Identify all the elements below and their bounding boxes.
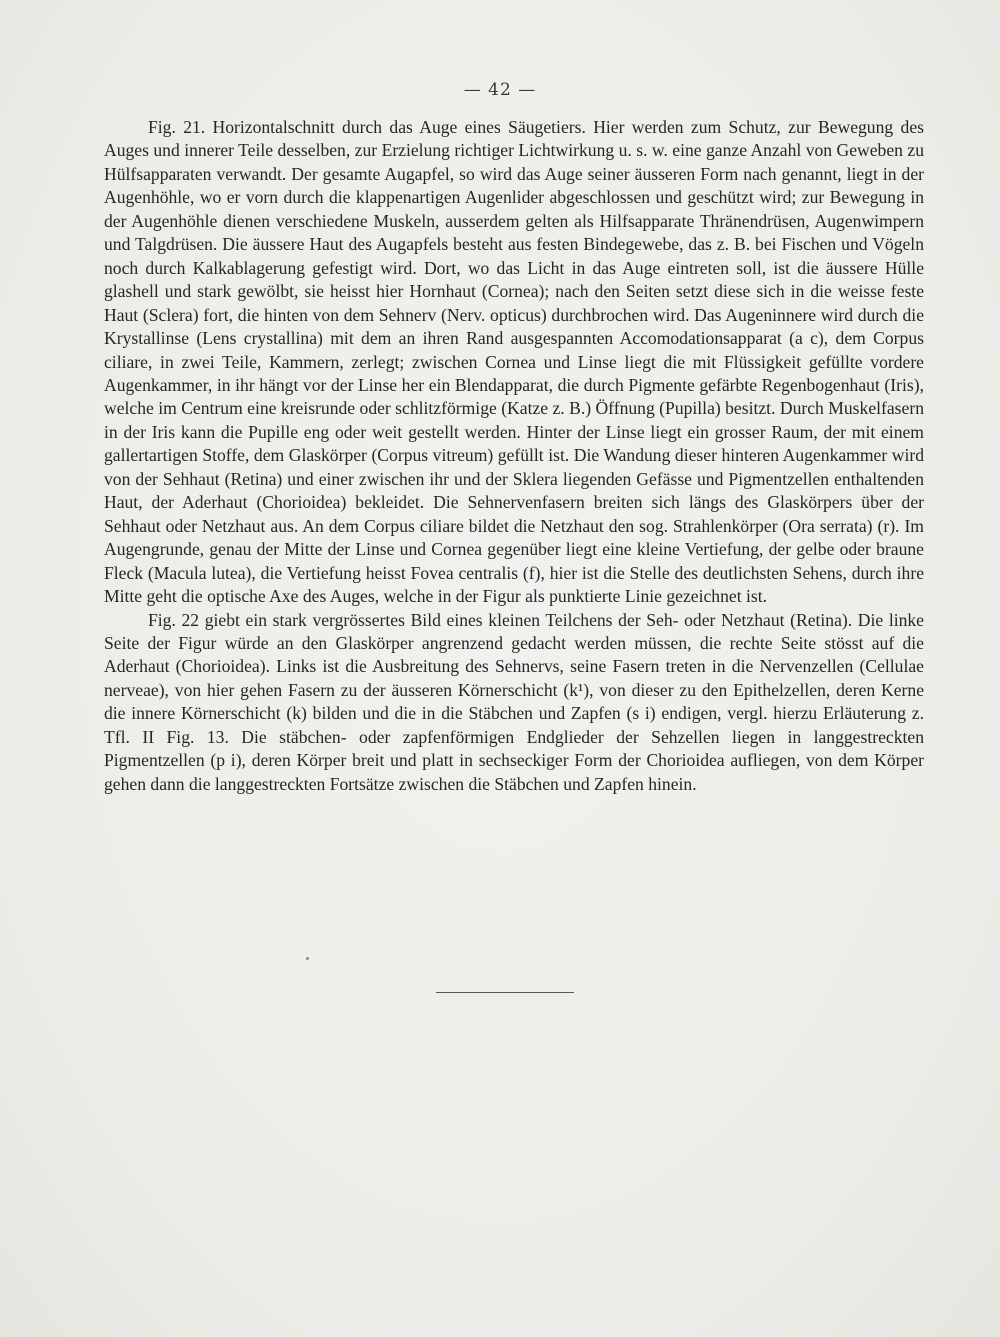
paragraph-fig-22: Fig. 22 giebt ein stark vergrössertes Bild eines kleinen Teilchens der Seh- oder Netzhaut (Retina). Die linke Seite der Figur würde an den Glaskörper angrenzend gedacht werden müssen, die rechte Seite stösst auf die Aderhaut (Chorioidea). Links ist die Ausbreitung des Sehnervs, seine Fasern treten in die Nervenzellen (Cellulae nerveae), von hier gehen Fasern zu der äusseren Körnerschicht (k¹), von dieser zu den Epithelzellen, deren Kerne die innere Körnerschicht (k) bilden und die in die Stäbchen und Zapfen (s i) endigen, vergl. hierzu Erläuterung z. Tfl. II Fig. 13. Die stäbchen- oder zapfenförmigen Endglieder der Sehzellen liegen in langgestreckten Pigmentzellen (p i), deren Körper breit und platt in sechseckiger Form der Chorioidea aufliegen, von dem Körper gehen dann die langgestreckten Fortsätze zwischen die Stäbchen und Zapfen hinein. (104, 609, 924, 794)
end-rule-divider (436, 992, 574, 993)
page-number: — 42 — (463, 80, 537, 100)
print-speck (306, 957, 309, 960)
paragraph-fig-21: Fig. 21. Horizontalschnitt durch das Auge eines Säugetiers. Hier werden zum Schutz, zur Bewegung des Auges und innerer Teile desselben, zur Erzielung richtiger Lichtwirkung u. s. w. eine ganze Anzahl von Geweben zu Hülfsapparaten verwandt. Der gesamte Augapfel, so wird das Auge seiner äusseren Form nach genannt, liegt in der Augenhöhle, wo er vorn durch die klappenartigen Augenlider abgeschlossen und geschützt wird; zur Bewegung in der Augenhöhle dienen verschiedene Muskeln, ausserdem gelten als Hilfsapparate Thränendrüsen, Augenwimpern und Talgdrüsen. Die äussere Haut des Augapfels besteht aus festen Bindegewebe, das z. B. bei Fischen und Vögeln noch durch Kalkablagerung gefestigt wird. Dort, wo das Licht in das Auge eintreten soll, ist die äussere Hülle glashell und stark gewölbt, sie heisst hier Hornhaut (Cornea); nach den Seiten setzt diese sich in die weisse feste Haut (Sclera) fort, die hinten von dem Sehnerv (Nerv. opticus) durchbrochen wird. Das Augeninnere wird durch die Krystallinse (Lens crystallina) mit dem an ihren Rand ausgespannten Accomodationsapparat (a c), dem Corpus ciliare, in zwei Teile, Kammern, zerlegt; zwischen Cornea und Linse liegt die mit Flüssigkeit gefüllte vordere Augenkammer, in ihr hängt vor der Linse her ein Blendapparat, die durch Pigmente gefärbte Regenbogenhaut (Iris), welche im Centrum eine kreisrunde oder schlitzförmige (Katze z. B.) Öffnung (Pupilla) besitzt. Durch Muskelfasern in der Iris kann die Pupille eng oder weit gestellt werden. Hinter der Linse liegt ein grosser Raum, der mit einem gallertartigen Stoffe, dem Glaskörper (Corpus vitreum) gefüllt ist. Die Wandung dieser hinteren Augenkammer wird von der Sehhaut (Retina) und einer zwischen ihr und der Sklera liegenden Gefässe und Pigmentzellen enthaltenden Haut, der Aderhaut (Chorioidea) bekleidet. Die Sehnervenfasern breiten sich längs des Glaskörpers über der Sehhaut oder Netzhaut aus. An dem Corpus ciliare bildet die Netzhaut den sog. Strahlenkörper (Ora serrata) (r). Im Augengrunde, genau der Mitte der Linse und Cornea gegenüber liegt eine kleine Vertiefung, der gelbe oder braune Fleck (Macula lutea), die Vertiefung heisst Fovea centralis (f), hier ist die Stelle des deutlichsten Sehens, durch ihre Mitte geht die optische Axe des Auges, welche in der Figur als punktierte Linie gezeichnet ist. (104, 117, 924, 607)
body-text (104, 116, 924, 796)
